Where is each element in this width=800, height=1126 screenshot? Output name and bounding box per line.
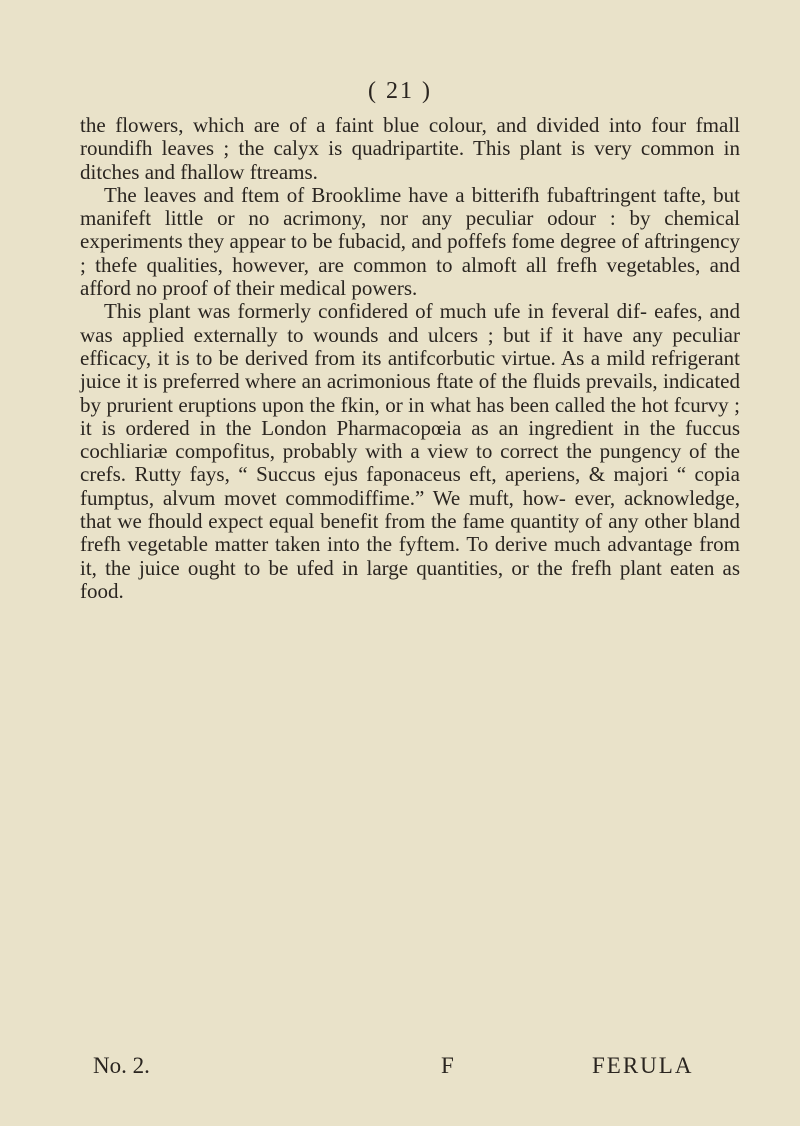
signature-number: No. 2. — [93, 1053, 150, 1078]
catchword: FERULA — [592, 1053, 694, 1078]
page-number: ( 21 ) — [368, 78, 432, 104]
paragraph-flowers: the flowers, which are of a faint blue colour, and divided into four fmall roundifh leaves ; the calyx is quadripartite. This plant is very common in ditches and fhallow ftreams. — [80, 113, 740, 184]
signature-letter: F — [441, 1053, 454, 1078]
body-text — [80, 114, 740, 603]
paragraph-medical-use: This plant was formerly confidered of much ufe in feveral dif- eafes, and was applied externally to wounds and ulcers ; but if it have any peculiar efficacy, it is to be derived from its antifcorbutic virtue. As a mild refrigerant juice it is preferred where an acrimonious ftate of the fluids prevails, indicated by prurient eruptions upon the fkin, or in what has been called the hot fcurvy ; it is ordered in the London Pharmacopœia as an ingredient in the fuccus cochliariæ compofitus, probably with a view to correct the pungency of the crefs. Rutty fays, “ Succus ejus faponaceus eft, aperiens, & majori “ copia fumptus, alvum movet commodiffime.” We muft, how- ever, acknowledge, that we fhould expect equal benefit from the fame quantity of any other bland frefh vegetable matter taken into the fyftem. To derive much advantage from it, the juice ought to be ufed in large quantities, or the frefh plant eaten as food. — [80, 299, 740, 603]
page-footer — [0, 1053, 800, 1083]
paragraph-leaves-stem: The leaves and ftem of Brooklime have a bitterifh fubaftringent tafte, but manifeft little or no acrimony, nor any peculiar odour : by chemical experiments they appear to be fubacid, and poffefs fome degree of aftringency ; thefe qualities, however, are common to almoft all frefh vegetables, and afford no proof of their medical powers. — [80, 182, 740, 301]
